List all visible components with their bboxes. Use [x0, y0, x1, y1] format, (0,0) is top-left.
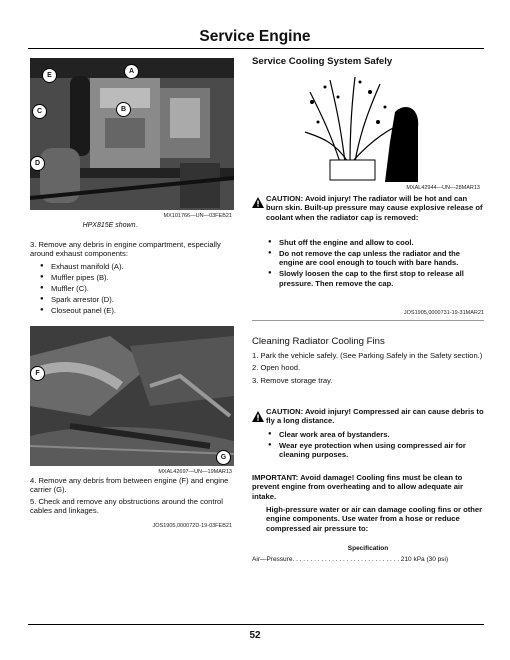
list-item: ● Slowly loosen the cap to the first stop to release all pressure. Then remove the cap.	[266, 269, 486, 288]
caution-icon	[252, 195, 264, 213]
radiator-steps	[252, 351, 484, 385]
specification-title: Specification	[347, 545, 389, 552]
section-heading-cooling-safety: Service Cooling System Safely	[252, 56, 393, 67]
caution-icon	[252, 409, 264, 427]
reference-code: JOS1905,0000731-19-31MAR21	[403, 310, 484, 316]
callout-c: C	[32, 104, 47, 119]
step-3	[30, 240, 235, 317]
list-item: 1. Park the vehicle safely. (See Parking Safely in the Safety section.)	[252, 351, 483, 360]
step-4: 4. Remove any debris from between engine (F) and engine carrier (G).	[30, 476, 229, 495]
list-item: ● Wear eye protection when using compressed air for cleaning purposes.	[266, 441, 486, 460]
photo-id-2: MXAL42697—UN—19MAR13	[158, 469, 232, 475]
page-number: 52	[249, 630, 261, 641]
section-heading-radiator-fins: Cleaning Radiator Cooling Fins	[252, 336, 385, 347]
list-item: 2. Open hood.	[252, 363, 301, 373]
page-title: Service Engine	[199, 28, 311, 45]
photo-id: MX101766—UN—03FEB21	[163, 213, 232, 219]
footer-rule	[28, 624, 484, 625]
compressed-air-bullets	[266, 430, 486, 461]
radiator-burst-illustration	[300, 72, 420, 182]
step-3-text: 3. Remove any debris in engine compartment, especially around exhaust components:	[30, 240, 221, 259]
callout-f: F	[30, 366, 45, 381]
list-item: ● Muffler pipes (B).	[38, 273, 235, 282]
engine-carrier-photo	[30, 326, 234, 466]
list-item: ● Exhaust manifold (A).	[38, 262, 235, 271]
callout-d: D	[30, 156, 45, 171]
list-item: ● Spark arrestor (D).	[38, 295, 235, 304]
callout-a: A	[124, 64, 139, 79]
cooling-safety-bullets	[266, 238, 486, 290]
section-divider	[252, 320, 484, 321]
title-rule	[28, 48, 484, 49]
list-item: ● Clear work area of bystanders.	[266, 430, 486, 439]
step-5: 5. Check and remove any obstructions around the control cables and linkages.	[30, 497, 223, 516]
photo-caption: HPX815E shown.	[82, 222, 138, 229]
list-item: ● Do not remove the cap unless the radiator and the engine are cool enough to touch with bare hands.	[266, 249, 486, 268]
list-item: ● Closeout panel (E).	[38, 306, 235, 315]
list-item: ● Shut off the engine and allow to cool.	[266, 238, 486, 247]
reference-code-2: JOS1905,000072D-19-03FEB21	[152, 523, 232, 529]
engine-photo	[30, 58, 234, 210]
list-item: 3. Remove storage tray.	[252, 375, 333, 385]
specification-air-pressure: Air—Pressure. . . . . . . . . . . . . . . . . . . . . . . . . . . . . . 210 kPa (30 psi)	[252, 556, 449, 563]
callout-e: E	[42, 68, 57, 83]
callout-g: G	[216, 450, 231, 465]
caution-text-cooling: CAUTION: Avoid injury! The radiator will be hot and can burn skin. Built-up pressure may cause explosive release of coolant when the radiator cap is removed:	[266, 194, 483, 222]
caution-text-compressed-air: CAUTION: Avoid injury! Compressed air can cause debris to fly a long distance.	[266, 407, 484, 426]
important-note-2: High-pressure water or air can damage cooling fins or other engine components. Use water from a hose or reduce compressed air pressure to:	[266, 505, 483, 533]
list-item: ● Muffler (C).	[38, 284, 235, 293]
callout-b: B	[116, 102, 131, 117]
important-note: IMPORTANT: Avoid damage! Cooling fins must be clean to prevent engine from overheating and to allow adequate air intake.	[252, 473, 463, 501]
illustration-id: MXAL42944—UN—28MAR13	[406, 185, 480, 191]
